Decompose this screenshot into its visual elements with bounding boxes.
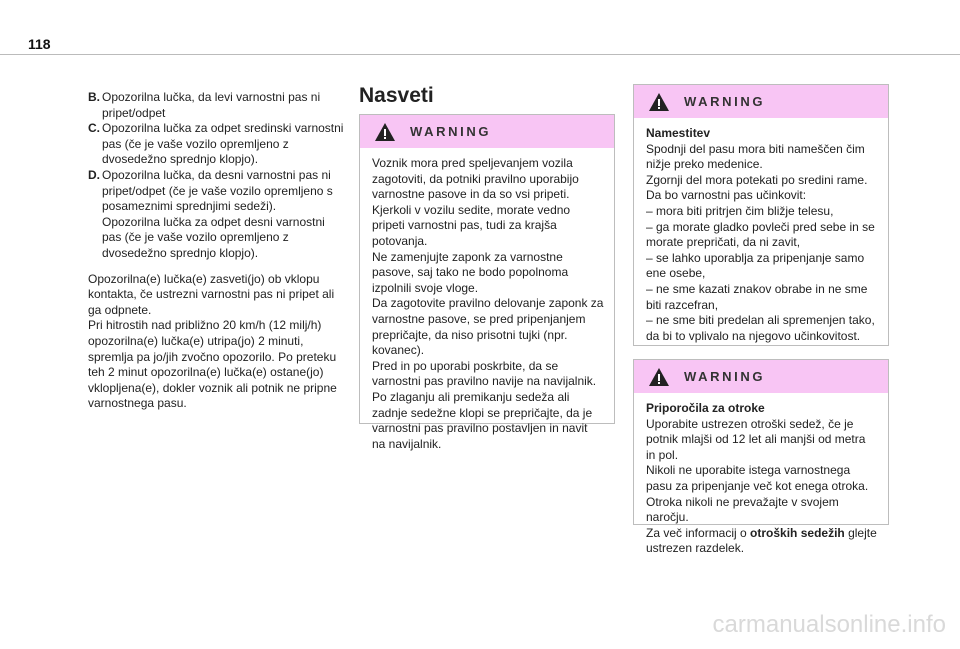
warning-content	[634, 393, 888, 567]
item-label: B.	[88, 90, 100, 104]
warning-header	[634, 360, 888, 393]
warning-title: WARNING	[684, 94, 766, 109]
warning-subtitle: Namestitev	[646, 126, 711, 140]
list-item	[88, 90, 344, 121]
item-text: Opozorilna lučka za odpet sredinski varnostni pas (če je vaše vozilo opremljeno z dvosedežno sprednjo klopjo).	[102, 121, 344, 167]
item-text-main: Opozorilna lučka, da desni varnostni pas ni pripet/odpet (če je vaše vozilo opremljeno s posameznimi sprednjimi sedeži).	[102, 167, 333, 214]
item-label: C.	[88, 121, 100, 136]
item-text-extra: Opozorilna lučka za odpet desni varnostni pas (če je vaše vozilo opremljeno z dvosedežno sprednjo klopjo).	[102, 214, 325, 260]
warning-text-bold: otroških sedežih	[750, 525, 845, 540]
warning-content	[634, 118, 888, 354]
warning-text-part: Uporabite ustrezen otroški sedež, če je potnik mlajši od 12 let ali manjši od metra in pol. Nikoli ne uporabite istega varnostnega pasu za pripenjanje več kot enega otroka. Otroka nikoli ne prevažajte v svojem naročju. Za več informacij o	[646, 416, 869, 540]
warning-text-part: glejte ustrezen razdelek.	[646, 525, 877, 556]
item-label: D.	[88, 167, 100, 182]
body-paragraph: Opozorilna(e) lučka(e) zasveti(jo) ob vklopu kontakta, če ustrezni varnostni pas ni pripet ali ga odpnete. Pri hitrostih nad približno 20 km/h (12 milj/h) opozorilna(e) lučka(e) utripa(jo) 2 minuti, spremlja pa jo/jih zvočno opozorilo. Po preteku teh 2 minut opozorilna(e) lučka(e) ostane(jo) vklopljena(e), dokler voznik ali potnik ne pripne varnostnega pasu.	[88, 271, 337, 411]
list-item	[88, 168, 344, 262]
warning-box-installation	[633, 84, 889, 346]
list-item	[88, 121, 344, 168]
warning-triangle-icon	[648, 367, 670, 387]
warning-text: Voznik mora pred speljevanjem vozila zagotoviti, da potniki pravilno uporabijo varnostne pasove in da so vsi pripeti. Kjerkoli v vozilu sedite, morate vedno pripeti varnostni pas, tudi za krajša potovanja. Ne zamenjujte zaponk za varnostne pasove, saj tako ne bodo popolnoma izpolnili svoje vloge. Da zagotovite pravilno delovanje zaponk za varnostne pasove, se pred pripenjanjem prepričajte, da niso prisotni tujki (npr. kovanec). Pred in po uporabi poskrbite, da se varnostni pas pravilno navije na navijalnik. Po zlaganju ali premikanju sedeža ali zadnje sedežne klopi se prepričajte, da je varnostni pas pravilno postavljen in navit na navijalnik.	[372, 156, 604, 451]
warning-triangle-icon	[374, 122, 396, 142]
warning-box-children	[633, 359, 889, 556]
column-left	[88, 90, 344, 412]
header-rule	[0, 54, 960, 55]
item-text: Opozorilna lučka, da levi varnostni pas ni pripet/odpet	[102, 90, 321, 120]
section-heading: Nasveti	[359, 84, 434, 107]
warning-title: WARNING	[684, 369, 766, 384]
warning-text	[646, 417, 878, 557]
warning-header	[634, 85, 888, 118]
item-text	[102, 168, 344, 262]
page-number: 118	[28, 36, 51, 52]
warning-text: Spodnji del pasu mora biti nameščen čim nižje preko medenice. Zgornji del mora potekati po sredini rame. Da bo varnostni pas učinkovit: – mora biti pritrjen čim bližje telesu, – ga morate gladko povleči pred sebe in se morate prepričati, da ni zavit, – se lahko uporablja za pripenjanje samo ene osebe, – ne sme kazati znakov obrabe in ne sme biti razcefran, – ne sme biti predelan ali spremenjen tako, da bi to vplivalo na njegovo učinkovitost.	[646, 141, 875, 343]
warning-title: WARNING	[410, 124, 492, 139]
warning-subtitle: Priporočila za otroke	[646, 401, 765, 415]
warning-box-seatbelt	[359, 114, 615, 451]
warning-triangle-icon	[648, 92, 670, 112]
watermark: carmanualsonline.info	[712, 611, 946, 638]
warning-header	[360, 115, 614, 148]
